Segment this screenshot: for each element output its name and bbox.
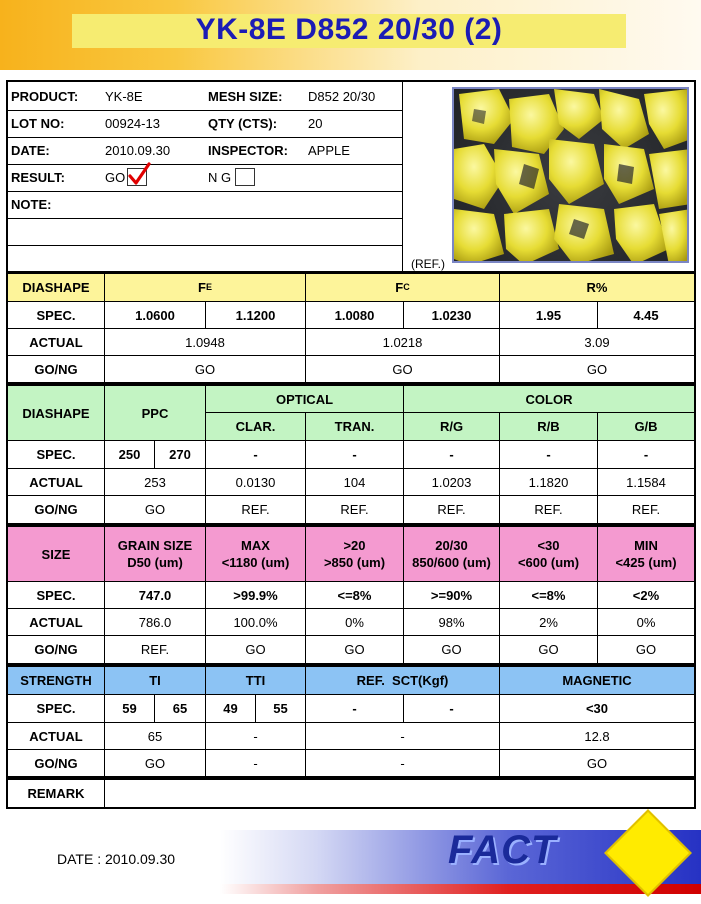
gong-label: GO/NG	[34, 502, 78, 517]
actual-value: 253	[144, 474, 166, 490]
fe-subscript: E	[205, 282, 212, 292]
gong-value: REF.	[340, 502, 369, 517]
actual-value: 1.0203	[431, 474, 472, 490]
section-3-title: SIZE	[41, 546, 71, 562]
go-label: GO	[105, 170, 126, 185]
page-title: YK-8E D852 20/30 (2)	[195, 13, 503, 46]
section-4-title: STRENGTH	[20, 673, 92, 688]
note-label: NOTE:	[11, 197, 52, 212]
remark-field[interactable]	[105, 780, 694, 807]
actual-label: ACTUAL	[29, 614, 83, 630]
spec-value: 747.0	[138, 587, 172, 603]
actual-value: 0.0130	[235, 474, 276, 490]
actual-value: 3.09	[584, 334, 610, 350]
remark-label: REMARK	[27, 786, 85, 801]
gong-value: GO	[538, 642, 559, 657]
date-label: DATE:	[11, 143, 50, 158]
size-header-line: MIN	[634, 538, 658, 553]
spec-value: -	[449, 701, 454, 716]
gong-label: GO/NG	[34, 361, 78, 377]
spec-value: -	[449, 447, 454, 462]
spec-value: 270	[169, 447, 191, 462]
note-field[interactable]	[8, 218, 402, 271]
gong-value: REF.	[437, 502, 466, 517]
fact-logo: FACT	[448, 828, 557, 872]
size-header-line: D50 (um)	[127, 555, 183, 570]
spec-value: 49	[223, 701, 238, 716]
gong-label: GO/NG	[34, 755, 78, 771]
gong-value: REF.	[241, 502, 270, 517]
spec-value: -	[253, 447, 258, 462]
qty-value: 20	[308, 116, 323, 131]
mesh-value: D852 20/30	[308, 89, 376, 104]
size-header	[500, 527, 597, 581]
color-header: COLOR	[525, 391, 573, 407]
gong-value: GO	[194, 361, 216, 377]
spec-value: -	[546, 447, 551, 462]
actual-value: 1.1584	[626, 474, 666, 490]
inspector-label: INSPECTOR:	[208, 143, 288, 158]
inspector-value: APPLE	[308, 143, 350, 158]
actual-value: 2%	[539, 614, 558, 630]
fe-header	[105, 274, 305, 301]
actual-value: 0%	[345, 614, 364, 630]
checkmark-icon	[126, 163, 152, 187]
gong-value: -	[253, 755, 258, 771]
fe-letter: F	[198, 280, 206, 295]
gong-value: GO	[245, 642, 266, 657]
footer-date: DATE : 2010.09.30	[57, 851, 176, 867]
gong-value: GO	[392, 361, 413, 377]
size-header-line: GRAIN SIZE	[117, 538, 193, 553]
lot-label: LOT NO:	[11, 116, 65, 131]
spec-label: SPEC.	[36, 587, 76, 603]
diamond-crystals-image	[454, 89, 689, 263]
result-go	[102, 164, 202, 191]
lot-value: 00924-13	[105, 116, 160, 131]
result-label: RESULT:	[11, 170, 65, 185]
size-header-line: MAX	[241, 538, 270, 553]
size-header-line: >850 (um)	[323, 555, 386, 570]
optical-header: OPTICAL	[275, 391, 334, 407]
spec-value: -	[352, 701, 357, 716]
product-value: YK-8E	[105, 89, 143, 104]
sct-header: REF. SCT(Kgf)	[356, 673, 449, 688]
spec-value: 1.1200	[235, 307, 276, 323]
spec-value: <=8%	[531, 587, 566, 603]
size-header	[598, 527, 694, 581]
clar-header: CLAR.	[235, 419, 276, 434]
spec-value: 59	[122, 701, 137, 716]
diamond-sample-photo	[452, 87, 689, 263]
tran-header: TRAN.	[334, 419, 375, 434]
result-ng	[205, 164, 305, 191]
ng-label: N G	[208, 170, 232, 185]
qty-label: QTY (CTS):	[208, 116, 278, 131]
size-header	[105, 527, 205, 581]
size-header	[404, 527, 499, 581]
section-2-title: DIASHAPE	[22, 405, 90, 421]
spec-label: SPEC.	[36, 701, 76, 716]
actual-value: 104	[343, 474, 366, 490]
spec-value: 65	[172, 701, 188, 716]
rb-header: R/B	[537, 419, 560, 434]
size-header-line: <30	[537, 538, 560, 553]
actual-value: 12.8	[584, 728, 610, 744]
actual-value: 1.0948	[185, 334, 225, 350]
gong-value: -	[400, 755, 405, 771]
size-header-line: <1180 (um)	[221, 555, 290, 570]
fc-letter: F	[395, 280, 404, 295]
actual-label: ACTUAL	[29, 474, 83, 490]
ppc-header: PPC	[141, 405, 169, 421]
actual-value: 100.0%	[233, 614, 278, 630]
spec-value: 55	[273, 701, 288, 716]
size-header-line: 20/30	[435, 538, 468, 553]
size-header-line: <425 (um)	[615, 555, 677, 570]
spec-value: 1.0080	[334, 307, 375, 323]
gb-header: G/B	[634, 419, 658, 434]
gong-value: REF.	[140, 642, 170, 657]
mesh-label: MESH SIZE:	[208, 89, 283, 104]
actual-value: -	[253, 728, 258, 744]
go-checkbox[interactable]	[127, 168, 147, 186]
fc-subscript: C	[403, 282, 410, 292]
gong-value: GO	[144, 755, 166, 771]
spec-value: 250	[118, 447, 141, 462]
actual-value: 1.1820	[528, 474, 569, 490]
actual-value: 98%	[438, 614, 465, 630]
photo-ref-caption: (REF.)	[411, 257, 445, 271]
gong-value: GO	[635, 642, 657, 657]
actual-label: ACTUAL	[29, 728, 83, 744]
spec-label: SPEC.	[36, 447, 76, 462]
size-header	[306, 527, 403, 581]
divider	[402, 82, 403, 271]
gong-label: GO/NG	[34, 642, 78, 657]
actual-value: 786.0	[138, 614, 172, 630]
tti-header: TTI	[245, 673, 266, 688]
gong-value: GO	[586, 755, 608, 771]
spec-value: <2%	[632, 587, 660, 603]
magnetic-header: MAGNETIC	[562, 673, 632, 688]
spec-value: 1.0600	[135, 307, 175, 323]
size-header-line: >20	[343, 538, 366, 553]
gong-value: GO	[144, 502, 166, 517]
spec-value: >99.9%	[233, 587, 278, 603]
product-label: PRODUCT:	[11, 89, 79, 104]
spec-value: 4.45	[633, 307, 659, 323]
spec-value: <=8%	[337, 587, 372, 603]
gong-value: REF.	[631, 502, 661, 517]
size-header-line: 850/600 (um)	[412, 555, 491, 570]
actual-value: 0%	[636, 614, 656, 630]
gong-value: REF.	[534, 502, 563, 517]
gong-value: GO	[344, 642, 365, 657]
actual-value: 65	[147, 728, 163, 744]
r-percent-header: R%	[586, 280, 608, 295]
section-1-title: DIASHAPE	[22, 280, 90, 295]
spec-value: >=90%	[430, 587, 473, 603]
spec-value: -	[643, 447, 649, 462]
spec-value: 1.95	[535, 307, 562, 323]
spec-label: SPEC.	[36, 307, 76, 323]
fc-header	[306, 274, 499, 301]
actual-label: ACTUAL	[29, 334, 83, 350]
date-value: 2010.09.30	[105, 143, 171, 158]
actual-value: -	[400, 728, 405, 744]
rg-header: R/G	[439, 419, 464, 434]
gong-value: GO	[441, 642, 462, 657]
actual-value: 1.0218	[382, 334, 423, 350]
spec-value: -	[352, 447, 357, 462]
size-header	[206, 527, 305, 581]
spec-value: <30	[585, 701, 609, 716]
spec-value: 1.0230	[431, 307, 472, 323]
footer-red-stripe	[220, 884, 701, 894]
ti-header: TI	[149, 673, 161, 688]
gong-value: GO	[586, 361, 608, 377]
ng-checkbox[interactable]	[235, 168, 255, 186]
size-header-line: <600 (um)	[517, 555, 580, 570]
